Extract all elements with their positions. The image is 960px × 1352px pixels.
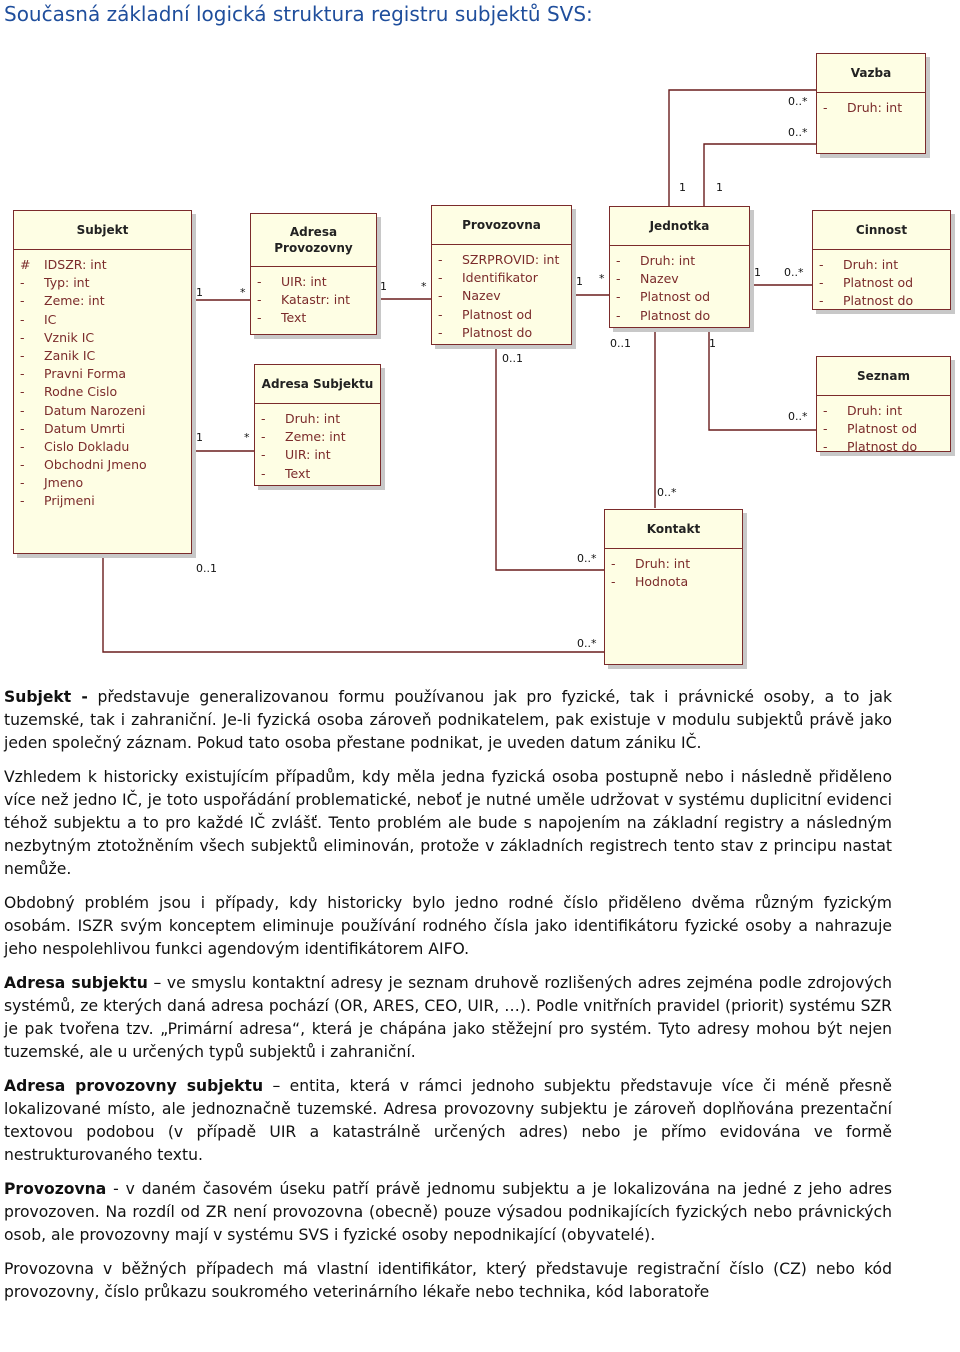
assoc-provozovna-kontakt: [496, 343, 604, 570]
attribute-row: - Druh: int: [261, 411, 341, 426]
multiplicity-label: 1: [380, 280, 387, 293]
multiplicity-label: 1: [716, 181, 723, 194]
class-title: Provozovna: [462, 217, 541, 232]
class-jednotka: [609, 206, 750, 328]
class-vazba: [816, 53, 926, 154]
multiplicity-label: *: [240, 286, 246, 299]
multiplicity-label: 1: [576, 275, 583, 288]
multiplicity-label: 1: [709, 337, 716, 350]
paragraph: Obdobný problém jsou i případy, kdy historicky bylo jedno rodné číslo přiděleno dvěma různým fyzickým osobám. ISZR svým konceptem eliminuje používání rodného čísla jako identifikátoru fyzické osoby a nahrazuje jeho nespolehlivou funkci agendovým identifikátorem AIFO.: [4, 894, 892, 958]
class-attributes: [605, 549, 742, 595]
attribute-row: - Druh: int: [611, 556, 691, 571]
class-title: Jednotka: [649, 218, 710, 233]
attribute-row: # IDSZR: int: [20, 257, 107, 272]
class-attributes: [14, 250, 191, 515]
class-title: Adresa Subjektu: [261, 376, 374, 391]
class-subjekt: [13, 210, 192, 554]
attribute-row: - Druh: int: [823, 100, 903, 115]
paragraph: Adresa provozovny subjektu – entita, která v rámci jednoho subjektu představuje více či méně přesně lokalizované místo, ale jednoznačně tuzemské. Adresa provozovny subjektu je zároveň doplňována prezentační textovou podobou (v případě UIR a katastrálně určených adres) nebo je přímo evidována ve formě nestrukturovaného textu.: [4, 1077, 892, 1164]
paragraph: Vzhledem k historicky existujícím případům, kdy měla jedna fyzická osoba postupně nebo i následně přiděleno více než jedno IČ, je toto uspořádání problematické, neboť je nutné uměle udržovat v systému duplicitní evidenci téhož subjektu a to pro každé IČ zvlášť. Tento problém ale bude s napojením na základní registry a následným nezbytným ztotožněním všech subjektů eliminován, protože v základních registrech tento stav z principu nastat nemůže.: [4, 768, 892, 878]
attribute-row: - Text: [261, 465, 311, 481]
attribute-row: - Platnost od: [616, 289, 711, 305]
paragraph: Provozovna - v daném časovém úseku patří právě jednomu subjektu a je lokalizována na jedné z jeho adres provozoven. Na rozdíl od ZR není provozovna (obecně) pouze výsadou podnikajících fyzických nebo právnických osob, ale provozovny mají v systému SVS i fyzické osoby nepodnikající (obyvatelé).: [4, 1180, 892, 1244]
multiplicity-label: 1: [196, 431, 203, 444]
attribute-row: - Vznik IC: [20, 329, 95, 345]
class-cinnost: [812, 210, 951, 310]
multiplicity-label: 0..*: [657, 486, 677, 499]
paragraph: Adresa subjektu – ve smyslu kontaktní adresy je seznam druhově rozlišených adres zejména podle zdrojových systémů, ze kterých daná adresa pochází (OR, ARES, CEO, UIR, …). Podle vnitřních pravidel (priorit) systému SZR je pak tvořena tzv. „Primární adresa“, která je chápána jako stěžejní pro systém. Tyto adresy mohou být nejen tuzemské, ale u určených typů subjektů i zahraniční.: [4, 974, 893, 1061]
class-adresa-subjektu: [254, 364, 381, 486]
multiplicity-label: 1: [754, 266, 761, 279]
class-kontakt: [604, 509, 743, 665]
class-title: Kontakt: [646, 521, 701, 536]
attribute-row: - Datum Umrti: [20, 420, 126, 436]
assoc-jednotka-vazba-b: [704, 144, 816, 207]
attribute-row: - Rodne Cislo: [20, 384, 118, 400]
attribute-row: - Pravni Forma: [20, 366, 127, 382]
class-attributes: [813, 250, 950, 315]
multiplicity-label: 0..*: [577, 552, 597, 565]
class-attributes: [255, 404, 380, 487]
class-title: Seznam: [857, 368, 910, 383]
class-provozovna: [431, 205, 572, 345]
attribute-row: - UIR: int: [257, 274, 327, 289]
class-title: Vazba: [850, 65, 892, 80]
attribute-row: - Prijmeni: [20, 493, 95, 509]
term: Subjekt -: [4, 688, 88, 706]
attribute-row: - Platnost do: [823, 439, 918, 455]
term: Adresa subjektu: [4, 974, 148, 992]
attribute-row: - Platnost do: [616, 307, 711, 323]
attribute-row: - Platnost od: [438, 306, 533, 322]
class-attributes: [817, 93, 925, 121]
attribute-row: - Zeme: int: [20, 293, 105, 309]
multiplicity-label: 0..*: [788, 126, 808, 139]
attribute-row: - Platnost do: [438, 324, 533, 340]
attribute-row: - Zeme: int: [261, 429, 346, 445]
attribute-row: - Nazev: [616, 271, 679, 287]
class-attributes: [817, 396, 950, 461]
class-title: Cinnost: [855, 222, 908, 237]
attribute-row: - Datum Narozeni: [20, 402, 146, 418]
multiplicity-label: *: [421, 280, 427, 293]
attribute-row: - Druh: int: [819, 257, 899, 272]
class-seznam: [816, 356, 951, 455]
assoc-subjekt-kontakt: [103, 553, 604, 652]
attribute-row: - Cislo Dokladu: [20, 438, 130, 454]
multiplicity-label: 0..*: [577, 637, 597, 650]
attribute-row: - Zanik IC: [20, 347, 96, 363]
class-attributes: [610, 246, 749, 329]
term: Adresa provozovny subjektu: [4, 1077, 264, 1095]
body-text: [4, 686, 892, 1315]
attribute-row: - Nazev: [438, 288, 501, 304]
multiplicity-label: 0..1: [610, 337, 631, 350]
multiplicity-label: 1: [679, 181, 686, 194]
class-title: Subjekt: [76, 222, 129, 237]
multiplicity-label: 1: [196, 286, 203, 299]
attribute-row: - UIR: int: [261, 447, 331, 463]
attribute-row: - Hodnota: [611, 574, 689, 590]
attribute-row: - Text: [257, 310, 307, 326]
class-title: Adresa Provozovny: [274, 224, 353, 255]
multiplicity-label: 0..1: [502, 352, 523, 365]
attribute-row: - SZRPROVID: int: [438, 252, 560, 267]
attribute-row: - IC: [20, 311, 57, 327]
attribute-row: - Platnost od: [819, 275, 914, 291]
paragraph: Subjekt - představuje generalizovanou formu používanou jak pro fyzické, tak i právnické osoby, a to jak tuzemské, tak i zahraniční. Je-li fyzická osoba zároveň podnikatelem, pak existuje v modulu subjektů právě jako jeden společný záznam. Pokud tato osoba přestane podnikat, je uveden datum zániku IČ.: [4, 688, 892, 752]
multiplicity-label: *: [599, 272, 605, 285]
uml-diagram: [0, 40, 960, 680]
attribute-row: - Identifikator: [438, 270, 538, 286]
multiplicity-label: 0..*: [788, 95, 808, 108]
class-attributes: [251, 267, 376, 332]
attribute-row: - Obchodni Jmeno: [20, 457, 147, 473]
multiplicity-label: 0..*: [788, 410, 808, 423]
attribute-row: - Jmeno: [20, 475, 84, 491]
attribute-row: - Druh: int: [823, 403, 903, 418]
class-adresa-provozovny: [250, 213, 377, 335]
attribute-row: - Typ: int: [20, 275, 90, 291]
attribute-row: - Platnost od: [823, 421, 918, 437]
attribute-row: - Druh: int: [616, 253, 696, 268]
paragraph: Provozovna v běžných případech má vlastní identifikátor, který představuje registrační číslo (CZ) nebo kód provozovny, číslo průkazu soukromého veterinárního lékaře nebo technika, kód laboratoře: [4, 1260, 892, 1301]
multiplicity-label: 0..1: [196, 562, 217, 575]
class-attributes: [432, 245, 571, 346]
page-title: Současná základní logická struktura registru subjektů SVS:: [4, 2, 593, 26]
multiplicity-label: 0..*: [784, 266, 804, 279]
attribute-row: - Platnost do: [819, 293, 914, 309]
attribute-row: - Katastr: int: [257, 292, 351, 308]
term: Provozovna: [4, 1180, 107, 1198]
multiplicity-label: *: [244, 431, 250, 444]
